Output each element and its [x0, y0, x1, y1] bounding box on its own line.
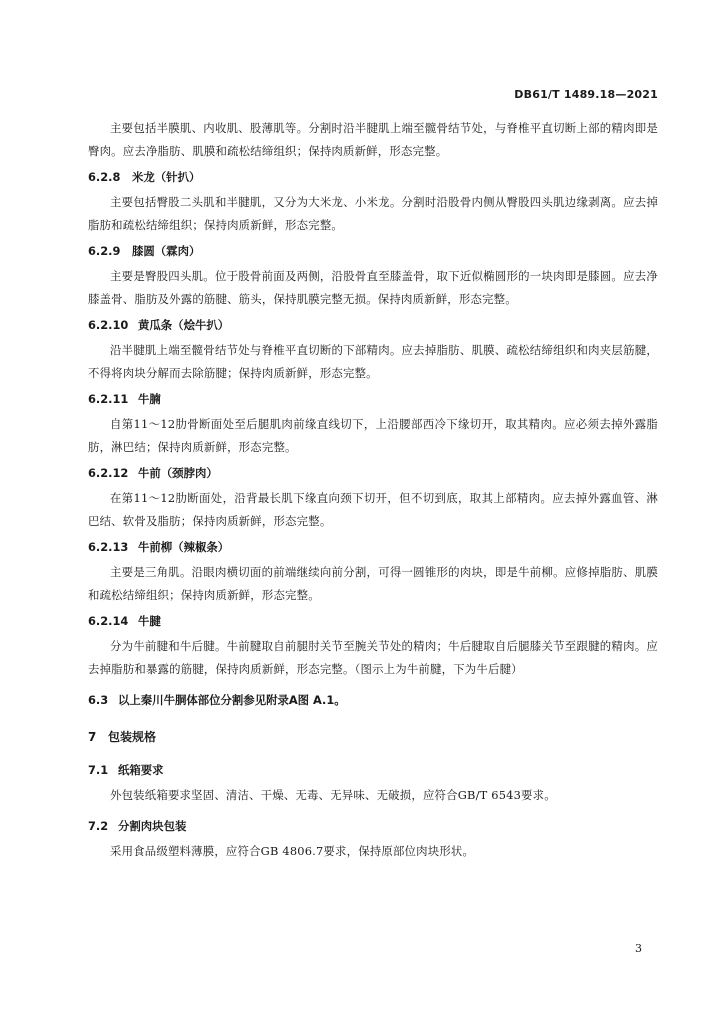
- heading-title: 牛前柳（辣椒条）: [138, 540, 230, 554]
- heading-title: 牛前（颈脖肉）: [138, 466, 218, 480]
- heading-number: 6.2.10: [88, 318, 129, 332]
- paragraph: 分为牛前腱和牛后腱。牛前腱取自前腿肘关节至腕关节处的精肉；牛后腱取自后腿膝关节至跟腱的精肉。应去掉脂肪和暴露的筋腱，保持肉质新鲜，形态完整。（图示上为牛前腱，下为牛后腱）: [88, 639, 658, 676]
- heading-number: 6.2.13: [88, 540, 129, 554]
- heading-title: 黄瓜条（烩牛扒）: [138, 318, 230, 332]
- heading-number: 6.2.11: [88, 392, 129, 406]
- heading-number: 6.2.14: [88, 614, 129, 628]
- subsection-heading: [88, 610, 658, 633]
- heading-title: 牛腩: [138, 392, 161, 406]
- section-heading: [88, 759, 658, 782]
- paragraph: 主要是三角肌。沿眼肉横切面的前端继续向前分割，可得一圆锥形的肉块，即是牛前柳。应修掉脂肪、肌膜和疏松结缔组织；保持肉质新鲜，形态完整。: [88, 565, 658, 602]
- heading-number: 6.2.12: [88, 466, 129, 480]
- heading-title: 纸箱要求: [118, 763, 164, 777]
- standard-code: DB61/T 1489.18—2021: [514, 88, 658, 101]
- paragraph: 外包装纸箱要求坚固、清洁、干燥、无毒、无异味、无破损，应符合GB/T 6543要求。: [110, 788, 556, 802]
- paragraph: 主要包括臀股二头肌和半腱肌，又分为大米龙、小米龙。分割时沿股骨内侧从臀股四头肌边缘剥离。应去掉脂肪和疏松结缔组织；保持肉质新鲜，形态完整。: [88, 195, 658, 232]
- heading-number: 7: [88, 730, 97, 744]
- heading-title: 牛腱: [138, 614, 161, 628]
- page-number: 3: [635, 942, 642, 955]
- heading-title: 膝圆（霖肉）: [132, 244, 201, 258]
- heading-number: 6.3: [88, 693, 109, 707]
- paragraph: 主要是臀股四头肌。位于股骨前面及两侧，沿股骨直至膝盖骨，取下近似椭圆形的一块肉即是膝圆。应去净膝盖骨、脂肪及外露的筋腱、筋头，保持肌膜完整无损。保持肉质新鲜，形态完整。: [88, 269, 658, 306]
- heading-number: 6.2.8: [88, 170, 121, 184]
- paragraph: 自第11～12肋骨断面处至后腿肌肉前缘直线切下，上沿腰部西冷下缘切开，取其精肉。应必须去掉外露脂肪，淋巴结；保持肉质新鲜，形态完整。: [88, 417, 658, 454]
- heading-title: 以上秦川牛胴体部位分割参见附录A图 A.1。: [118, 693, 346, 707]
- subsection-heading: [88, 536, 658, 559]
- subsection-heading: [88, 240, 658, 263]
- subsection-heading: [88, 388, 658, 411]
- paragraph: 在第11～12肋断面处，沿背最长肌下缘直向颈下切开，但不切到底，取其上部精肉。应去掉外露血管、淋巴结、软骨及脂肪；保持肉质新鲜，形态完整。: [88, 491, 658, 528]
- heading-number: 6.2.9: [88, 244, 121, 258]
- subsection-heading: [88, 462, 658, 485]
- section-heading: [88, 815, 658, 838]
- heading-number: 7.2: [88, 819, 109, 833]
- heading-title: 包装规格: [108, 730, 157, 744]
- document-body: [88, 117, 658, 863]
- subsection-heading: [88, 166, 658, 189]
- heading-number: 7.1: [88, 763, 109, 777]
- paragraph: 采用食品级塑料薄膜，应符合GB 4806.7要求，保持原部位肉块形状。: [110, 844, 475, 858]
- heading-title: 分割肉块包装: [118, 819, 187, 833]
- paragraph: 主要包括半膜肌、内收肌、股薄肌等。分割时沿半腱肌上端至髋骨结节处，与脊椎平直切断上部的精肉即是臀肉。应去净脂肪、肌膜和疏松结缔组织；保持肉质新鲜，形态完整。: [88, 121, 658, 158]
- heading-title: 米龙（针扒）: [132, 170, 201, 184]
- section-heading: [88, 689, 658, 712]
- subsection-heading: [88, 314, 658, 337]
- paragraph: 沿半腱肌上端至髋骨结节处与脊椎平直切断的下部精肉。应去掉脂肪、肌膜、疏松结缔组织和肉夹层筋腱，不得将肉块分解而去除筋腱；保持肉质新鲜，形态完整。: [88, 343, 658, 380]
- chapter-heading: [88, 726, 658, 749]
